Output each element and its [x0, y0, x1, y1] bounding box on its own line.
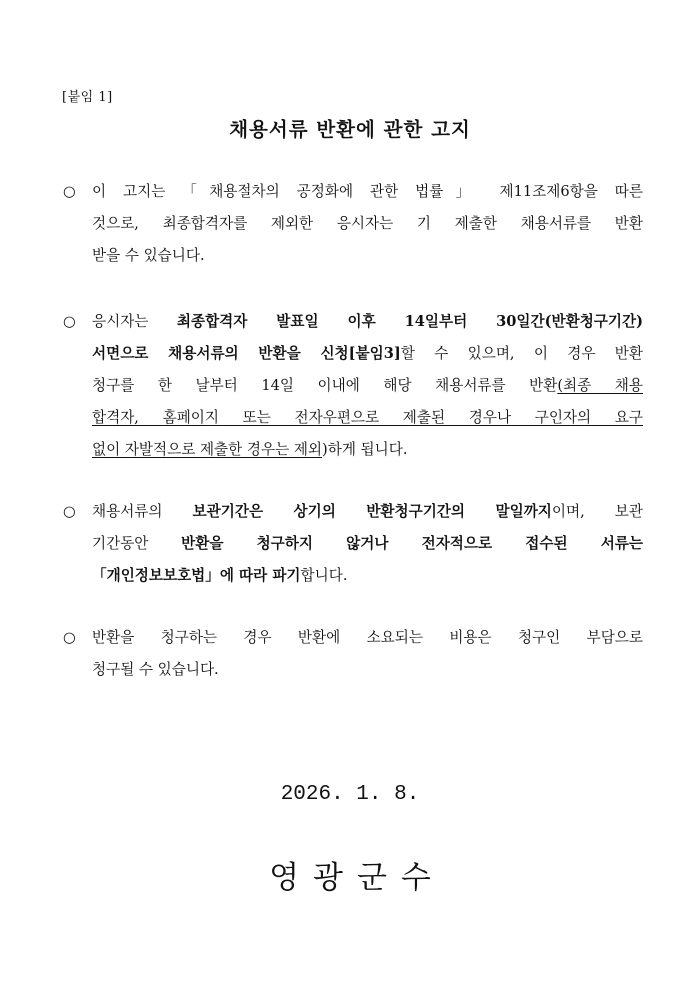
destruction-condition-emphasis: 반환을 청구하지 않거나 전자적으로 접수된 서류는	[181, 535, 643, 552]
destruction-law-emphasis: 「개인정보보호법」에 따라 파기	[92, 567, 301, 584]
exception-underlined: 없이 자발적으로 제출한 경우는 제외	[92, 441, 323, 458]
item-2-line-2: 서면으로 채용서류의 반환을 신청[붙임3]할 수 있으며, 이 경우 반환	[92, 345, 643, 362]
retention-period-emphasis: 보관기간은 상기의 반환청구기간의 말일까지	[192, 503, 552, 520]
bullet-circle-icon: ○	[63, 503, 76, 520]
notice-item-3	[63, 496, 643, 592]
bullet-circle-icon: ○	[63, 313, 76, 330]
item-4-line-1: ○ 반환을 청구하는 경우 반환에 소요되는 비용은 청구인 부담으로	[63, 622, 643, 654]
item-2-line-4	[63, 402, 643, 434]
bullet-circle-icon: ○	[63, 183, 76, 200]
notice-item-1	[63, 176, 643, 272]
notice-item-4	[63, 622, 643, 686]
item-4-line-2: 청구될 수 있습니다.	[92, 661, 219, 678]
item-1-line-2: 것으로, 최종합격자를 제외한 응시자는 기 제출한 채용서류를 반환	[92, 215, 643, 232]
issuer-name: 영광군수	[269, 860, 445, 896]
written-request-emphasis: 서면으로 채용서류의 반환을 신청[붙임3]	[92, 345, 401, 362]
notice-item-2	[63, 306, 643, 466]
exception-underlined: 합격자, 홈페이지 또는 전자우편으로 제출된 경우나 구인자의 요구	[92, 409, 643, 426]
item-3-line-1: ○ 채용서류의 보관기간은 상기의 반환청구기간의 말일까지이며, 보관	[63, 496, 643, 528]
notice-date: 2026. 1. 8.	[280, 783, 420, 806]
item-1-line-3: 받을 수 있습니다.	[92, 247, 205, 264]
item-2-line-5: 없이 자발적으로 제출한 경우는 제외)하게 됩니다.	[92, 441, 408, 458]
item-2-line-3: 청구를 한 날부터 14일 이내에 해당 채용서류를 반환(최종 채용	[92, 377, 643, 394]
exception-underlined: (최종 채용	[557, 377, 643, 394]
item-3-line-2: 기간동안 반환을 청구하지 않거나 전자적으로 접수된 서류는	[92, 535, 643, 552]
document-title: 채용서류 반환에 관한 고지	[229, 118, 471, 141]
bullet-circle-icon: ○	[63, 629, 76, 646]
item-3-line-3: 「개인정보보호법」에 따라 파기합니다.	[92, 567, 348, 584]
attachment-tag: [붙임 1]	[62, 90, 113, 105]
return-period-emphasis: 최종합격자 발표일 이후 14일부터 30일간(반환청구기간)	[176, 313, 644, 330]
item-2-line-1: ○ 응시자는 최종합격자 발표일 이후 14일부터 30일간(반환청구기간)	[63, 306, 643, 338]
item-1-line-1: ○ 이 고지는 「채용절차의 공정화에 관한 법률」 제11조제6항을 따른	[63, 176, 643, 208]
